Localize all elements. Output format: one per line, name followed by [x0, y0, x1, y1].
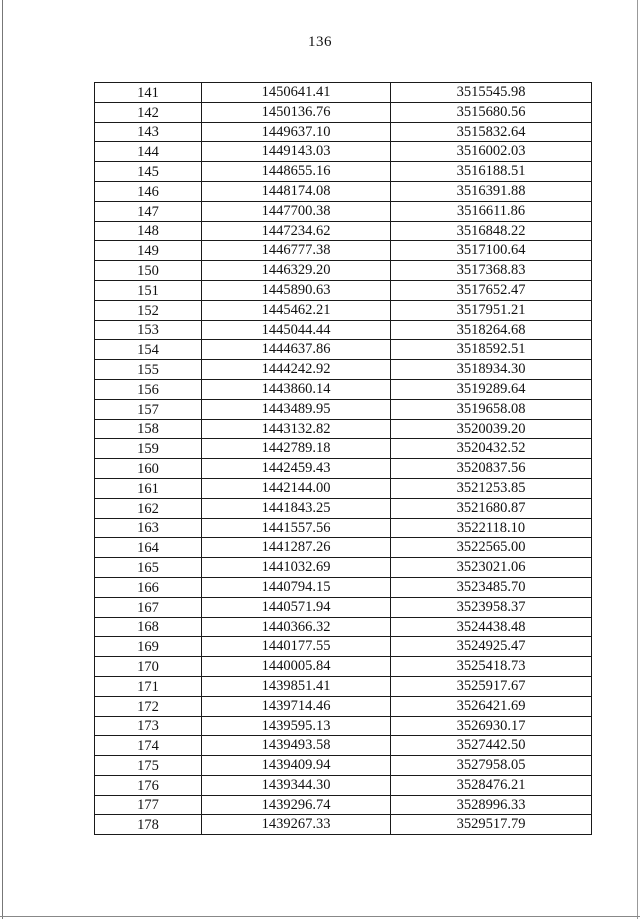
point-number-cell: 164 [95, 538, 202, 558]
table-row [95, 360, 592, 380]
point-number-cell: 161 [95, 478, 202, 498]
y-coordinate-cell: 3515832.64 [391, 122, 592, 142]
y-coordinate-cell: 3517652.47 [391, 280, 592, 300]
table-row [95, 300, 592, 320]
x-coordinate-cell: 1445044.44 [202, 320, 391, 340]
point-number-cell: 175 [95, 756, 202, 776]
y-coordinate-cell: 3518934.30 [391, 360, 592, 380]
coordinates-table [94, 82, 592, 835]
x-coordinate-cell: 1446777.38 [202, 241, 391, 261]
x-coordinate-cell: 1439851.41 [202, 676, 391, 696]
x-coordinate-cell: 1439267.33 [202, 815, 391, 835]
table-row [95, 558, 592, 578]
scan-edge-left [2, 0, 3, 919]
table-row [95, 657, 592, 677]
table-row [95, 696, 592, 716]
y-coordinate-cell: 3515680.56 [391, 102, 592, 122]
x-coordinate-cell: 1441843.25 [202, 498, 391, 518]
x-coordinate-cell: 1450136.76 [202, 102, 391, 122]
y-coordinate-cell: 3526930.17 [391, 716, 592, 736]
x-coordinate-cell: 1439493.58 [202, 736, 391, 756]
x-coordinate-cell: 1447700.38 [202, 201, 391, 221]
point-number-cell: 167 [95, 597, 202, 617]
point-number-cell: 156 [95, 379, 202, 399]
point-number-cell: 152 [95, 300, 202, 320]
x-coordinate-cell: 1442789.18 [202, 439, 391, 459]
y-coordinate-cell: 3523485.70 [391, 577, 592, 597]
point-number-cell: 151 [95, 280, 202, 300]
x-coordinate-cell: 1440794.15 [202, 577, 391, 597]
x-coordinate-cell: 1444242.92 [202, 360, 391, 380]
x-coordinate-cell: 1444637.86 [202, 340, 391, 360]
x-coordinate-cell: 1450641.41 [202, 83, 391, 103]
x-coordinate-cell: 1446329.20 [202, 261, 391, 281]
y-coordinate-cell: 3515545.98 [391, 83, 592, 103]
y-coordinate-cell: 3522565.00 [391, 538, 592, 558]
point-number-cell: 170 [95, 657, 202, 677]
y-coordinate-cell: 3527442.50 [391, 736, 592, 756]
table-row [95, 676, 592, 696]
x-coordinate-cell: 1440571.94 [202, 597, 391, 617]
x-coordinate-cell: 1447234.62 [202, 221, 391, 241]
x-coordinate-cell: 1449143.03 [202, 142, 391, 162]
y-coordinate-cell: 3519289.64 [391, 379, 592, 399]
x-coordinate-cell: 1439714.46 [202, 696, 391, 716]
x-coordinate-cell: 1443132.82 [202, 419, 391, 439]
point-number-cell: 153 [95, 320, 202, 340]
y-coordinate-cell: 3520039.20 [391, 419, 592, 439]
page-number: 136 [308, 34, 332, 50]
x-coordinate-cell: 1445890.63 [202, 280, 391, 300]
x-coordinate-cell: 1449637.10 [202, 122, 391, 142]
x-coordinate-cell: 1443860.14 [202, 379, 391, 399]
table-row [95, 181, 592, 201]
y-coordinate-cell: 3526421.69 [391, 696, 592, 716]
x-coordinate-cell: 1439409.94 [202, 756, 391, 776]
x-coordinate-cell: 1441032.69 [202, 558, 391, 578]
y-coordinate-cell: 3521680.87 [391, 498, 592, 518]
x-coordinate-cell: 1440366.32 [202, 617, 391, 637]
y-coordinate-cell: 3516002.03 [391, 142, 592, 162]
y-coordinate-cell: 3516391.88 [391, 181, 592, 201]
y-coordinate-cell: 3516848.22 [391, 221, 592, 241]
x-coordinate-cell: 1441287.26 [202, 538, 391, 558]
table-row [95, 617, 592, 637]
table-row [95, 261, 592, 281]
table-row [95, 716, 592, 736]
coordinates-table-body [95, 83, 592, 835]
point-number-cell: 158 [95, 419, 202, 439]
point-number-cell: 174 [95, 736, 202, 756]
table-row [95, 280, 592, 300]
point-number-cell: 162 [95, 498, 202, 518]
point-number-cell: 165 [95, 558, 202, 578]
point-number-cell: 142 [95, 102, 202, 122]
table-row [95, 538, 592, 558]
y-coordinate-cell: 3517951.21 [391, 300, 592, 320]
point-number-cell: 163 [95, 518, 202, 538]
point-number-cell: 143 [95, 122, 202, 142]
table-row [95, 498, 592, 518]
y-coordinate-cell: 3525418.73 [391, 657, 592, 677]
x-coordinate-cell: 1439595.13 [202, 716, 391, 736]
table-row [95, 815, 592, 835]
y-coordinate-cell: 3528996.33 [391, 795, 592, 815]
y-coordinate-cell: 3521253.85 [391, 478, 592, 498]
point-number-cell: 166 [95, 577, 202, 597]
point-number-cell: 157 [95, 399, 202, 419]
point-number-cell: 173 [95, 716, 202, 736]
point-number-cell: 172 [95, 696, 202, 716]
y-coordinate-cell: 3524925.47 [391, 637, 592, 657]
point-number-cell: 159 [95, 439, 202, 459]
table-row [95, 201, 592, 221]
table-row [95, 399, 592, 419]
point-number-cell: 155 [95, 360, 202, 380]
table-row [95, 518, 592, 538]
table-row [95, 439, 592, 459]
table-row [95, 637, 592, 657]
scan-edge-right [637, 0, 638, 919]
x-coordinate-cell: 1445462.21 [202, 300, 391, 320]
table-row [95, 122, 592, 142]
table-row [95, 736, 592, 756]
table-row [95, 756, 592, 776]
table-row [95, 577, 592, 597]
point-number-cell: 169 [95, 637, 202, 657]
table-row [95, 142, 592, 162]
point-number-cell: 141 [95, 83, 202, 103]
x-coordinate-cell: 1448174.08 [202, 181, 391, 201]
y-coordinate-cell: 3520837.56 [391, 459, 592, 479]
y-coordinate-cell: 3519658.08 [391, 399, 592, 419]
y-coordinate-cell: 3524438.48 [391, 617, 592, 637]
y-coordinate-cell: 3528476.21 [391, 775, 592, 795]
y-coordinate-cell: 3523958.37 [391, 597, 592, 617]
table-row [95, 478, 592, 498]
x-coordinate-cell: 1441557.56 [202, 518, 391, 538]
table-row [95, 320, 592, 340]
x-coordinate-cell: 1443489.95 [202, 399, 391, 419]
x-coordinate-cell: 1442144.00 [202, 478, 391, 498]
point-number-cell: 145 [95, 162, 202, 182]
y-coordinate-cell: 3517368.83 [391, 261, 592, 281]
point-number-cell: 150 [95, 261, 202, 281]
table-row [95, 221, 592, 241]
table-row [95, 379, 592, 399]
scan-edge-bottom [0, 916, 640, 917]
table-row [95, 102, 592, 122]
x-coordinate-cell: 1439296.74 [202, 795, 391, 815]
y-coordinate-cell: 3525917.67 [391, 676, 592, 696]
point-number-cell: 144 [95, 142, 202, 162]
table-row [95, 340, 592, 360]
y-coordinate-cell: 3517100.64 [391, 241, 592, 261]
y-coordinate-cell: 3516188.51 [391, 162, 592, 182]
y-coordinate-cell: 3518592.51 [391, 340, 592, 360]
x-coordinate-cell: 1448655.16 [202, 162, 391, 182]
table-row [95, 83, 592, 103]
point-number-cell: 154 [95, 340, 202, 360]
point-number-cell: 177 [95, 795, 202, 815]
y-coordinate-cell: 3518264.68 [391, 320, 592, 340]
table-row [95, 459, 592, 479]
point-number-cell: 178 [95, 815, 202, 835]
point-number-cell: 147 [95, 201, 202, 221]
table-row [95, 597, 592, 617]
y-coordinate-cell: 3527958.05 [391, 756, 592, 776]
x-coordinate-cell: 1442459.43 [202, 459, 391, 479]
table-row [95, 775, 592, 795]
table-row [95, 419, 592, 439]
x-coordinate-cell: 1439344.30 [202, 775, 391, 795]
table-row [95, 241, 592, 261]
y-coordinate-cell: 3516611.86 [391, 201, 592, 221]
y-coordinate-cell: 3522118.10 [391, 518, 592, 538]
point-number-cell: 146 [95, 181, 202, 201]
x-coordinate-cell: 1440005.84 [202, 657, 391, 677]
point-number-cell: 160 [95, 459, 202, 479]
point-number-cell: 168 [95, 617, 202, 637]
table-row [95, 162, 592, 182]
x-coordinate-cell: 1440177.55 [202, 637, 391, 657]
y-coordinate-cell: 3523021.06 [391, 558, 592, 578]
point-number-cell: 148 [95, 221, 202, 241]
point-number-cell: 149 [95, 241, 202, 261]
table-row [95, 795, 592, 815]
y-coordinate-cell: 3529517.79 [391, 815, 592, 835]
point-number-cell: 171 [95, 676, 202, 696]
y-coordinate-cell: 3520432.52 [391, 439, 592, 459]
point-number-cell: 176 [95, 775, 202, 795]
